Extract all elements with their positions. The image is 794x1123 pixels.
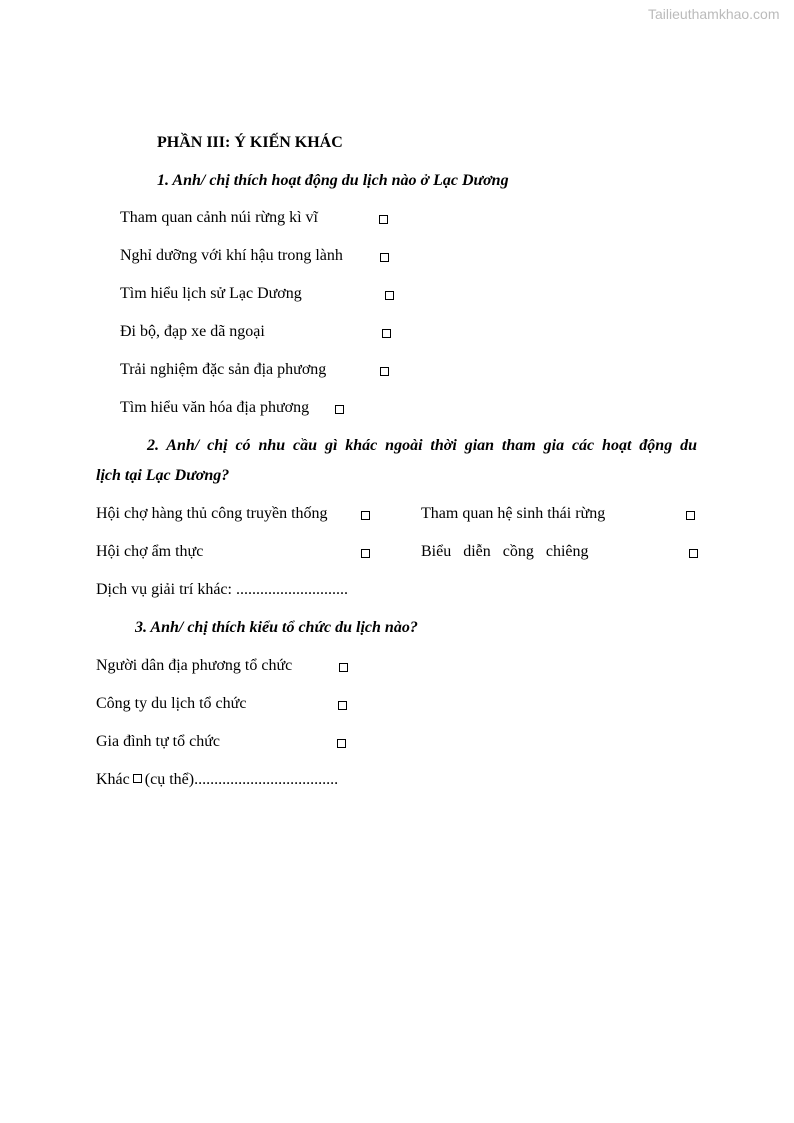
- question-3-title: 3. Anh/ chị thích kiểu tổ chức du lịch nào?: [135, 619, 418, 636]
- q1-option: Nghỉ dưỡng với khí hậu trong lành: [120, 247, 343, 264]
- q2-option: Tham quan hệ sinh thái rừng: [421, 505, 606, 522]
- q3-checkbox[interactable]: [337, 739, 346, 748]
- q1-checkbox[interactable]: [380, 367, 389, 376]
- q1-checkbox[interactable]: [380, 253, 389, 262]
- q1-checkbox[interactable]: [382, 329, 391, 338]
- q3-other-label: Khác: [96, 771, 130, 788]
- q2-checkbox[interactable]: [361, 511, 370, 520]
- q2-checkbox[interactable]: [361, 549, 370, 558]
- question-1-title: 1. Anh/ chị thích hoạt động du lịch nào ở Lạc Dương: [157, 172, 509, 189]
- q2-option: Hội chợ ẩm thực: [96, 543, 204, 560]
- q1-option: Đi bộ, đạp xe dã ngoại: [120, 323, 265, 340]
- q3-other-checkbox[interactable]: [133, 774, 142, 783]
- q3-option: Công ty du lịch tổ chức: [96, 695, 247, 712]
- q1-option: Tìm hiểu lịch sử Lạc Dương: [120, 285, 302, 302]
- q1-option: Trải nghiệm đặc sản địa phương: [120, 361, 327, 378]
- q1-option: Tìm hiểu văn hóa địa phương: [120, 399, 310, 416]
- q2-option: Hội chợ hàng thủ công truyền thống: [96, 505, 328, 522]
- q3-checkbox[interactable]: [339, 663, 348, 672]
- q1-checkbox[interactable]: [379, 215, 388, 224]
- q2-other-field[interactable]: Dịch vụ giải trí khác: ............................: [96, 581, 348, 598]
- q3-checkbox[interactable]: [338, 701, 347, 710]
- question-2-title: 2. Anh/ chị có nhu cầu gì khác ngoài thời gian tham gia các hoạt động du: [147, 437, 697, 454]
- q3-other-field[interactable]: (cụ thể)....................................: [144, 771, 339, 788]
- section-title: PHẦN III: Ý KIẾN KHÁC: [157, 134, 343, 151]
- q2-option: Biểu diễn cồng chiêng: [421, 543, 589, 560]
- q3-option: Gia đình tự tổ chức: [96, 733, 220, 750]
- q3-option: Người dân địa phương tổ chức: [96, 657, 293, 674]
- q1-option: Tham quan cảnh núi rừng kì vĩ: [120, 209, 318, 226]
- q1-checkbox[interactable]: [385, 291, 394, 300]
- watermark: Tailieuthamkhao.com: [648, 6, 780, 22]
- q3-other-row: [96, 770, 338, 790]
- q2-checkbox[interactable]: [689, 549, 698, 558]
- q2-checkbox[interactable]: [686, 511, 695, 520]
- q1-checkbox[interactable]: [335, 405, 344, 414]
- question-2-title-cont: lịch tại Lạc Dương?: [96, 467, 230, 484]
